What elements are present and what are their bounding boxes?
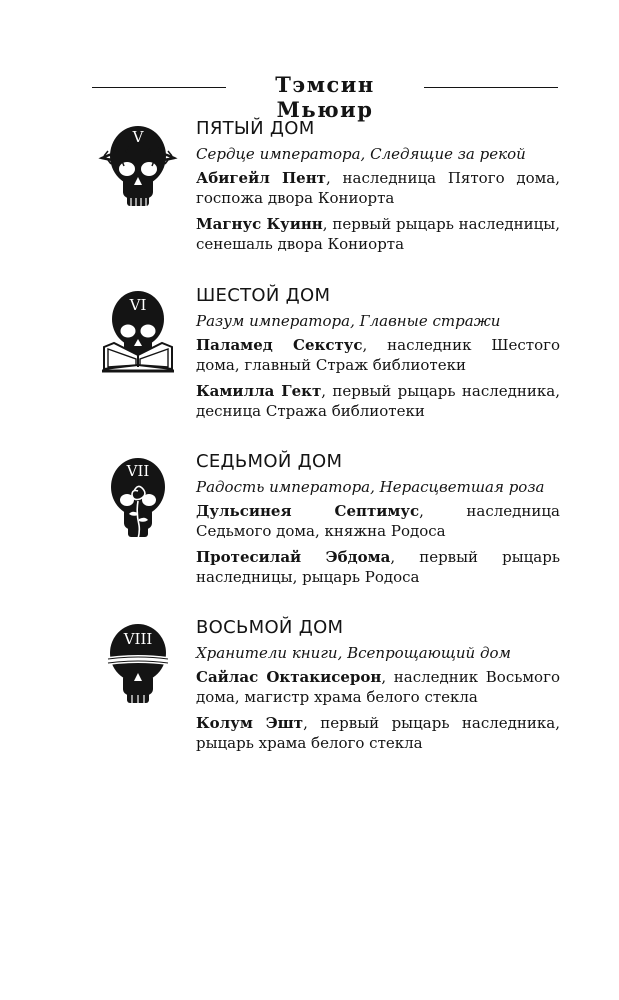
house-motto: Разум императора, Главные стражи [196,312,501,330]
house-numeral: VIII [123,630,153,648]
house-text [196,617,560,759]
member-name: Колум Эшт [196,714,304,732]
house-title: ШЕСТОЙ ДОМ [196,285,331,306]
house-text [196,118,560,260]
member-heir [196,501,560,541]
member-name: Камилла Гект [196,382,322,400]
house-text [196,451,560,593]
header-rule-left [92,87,226,88]
skull-with-open-book-icon [98,289,178,379]
member-description: , наследник Шестого дома, главный Страж библиотеки [196,336,560,374]
member-description: , наследница Седьмого дома, княжна Родоса [196,502,560,540]
house-numeral: VII [126,462,150,480]
member-name: Дульсинея Септимус [196,502,420,520]
member-name: Абигейл Пент [196,169,326,187]
member-name: Сайлас Октакисерон [196,668,382,686]
house-text [196,285,560,427]
house-motto: Радость императора, Нерасцветшая роза [196,478,545,496]
member-heir [196,168,560,208]
member-description: , наследник Восьмого дома, магистр храма белого стекла [196,668,560,706]
running-head [92,68,558,122]
member-name: Паламед Секстус [196,336,363,354]
house-motto: Сердце императора, Следящие за рекой [196,145,526,163]
house-title: ПЯТЫЙ ДОМ [196,118,315,139]
member-heir [196,667,560,707]
house-title: СЕДЬМОЙ ДОМ [196,451,343,472]
member-heir [196,335,560,375]
house-title: ВОСЬМОЙ ДОМ [196,617,344,638]
skull-with-rose-icon [98,455,178,545]
skull-with-thorn-crown-icon [98,122,178,212]
member-name: Магнус Куинн [196,215,323,233]
member-description: , первый рыцарь наследника, рыцарь храма белого стекла [196,714,560,752]
header-rule-right [424,87,558,88]
member-knight [196,214,560,254]
member-description: , первый рыцарь наследницы, сенешаль двора Кониорта [196,215,560,253]
house-numeral: VI [129,296,147,314]
member-knight [196,547,560,587]
member-description: , наследница Пятого дома, госпожа двора Кониорта [196,169,560,207]
member-description: , первый рыцарь наследницы, рыцарь Родоса [196,548,560,586]
house-motto: Хранители книги, Всепрощающий дом [196,644,511,662]
skull-with-blindfold-icon [98,621,178,711]
house-numeral: V [132,128,144,146]
member-name: Протесилай Эбдома [196,548,391,566]
member-knight [196,381,560,421]
member-knight [196,713,560,753]
member-description: , первый рыцарь наследника, десница Стража библиотеки [196,382,560,420]
author-name: Тэмсин Мьюир [275,72,375,122]
